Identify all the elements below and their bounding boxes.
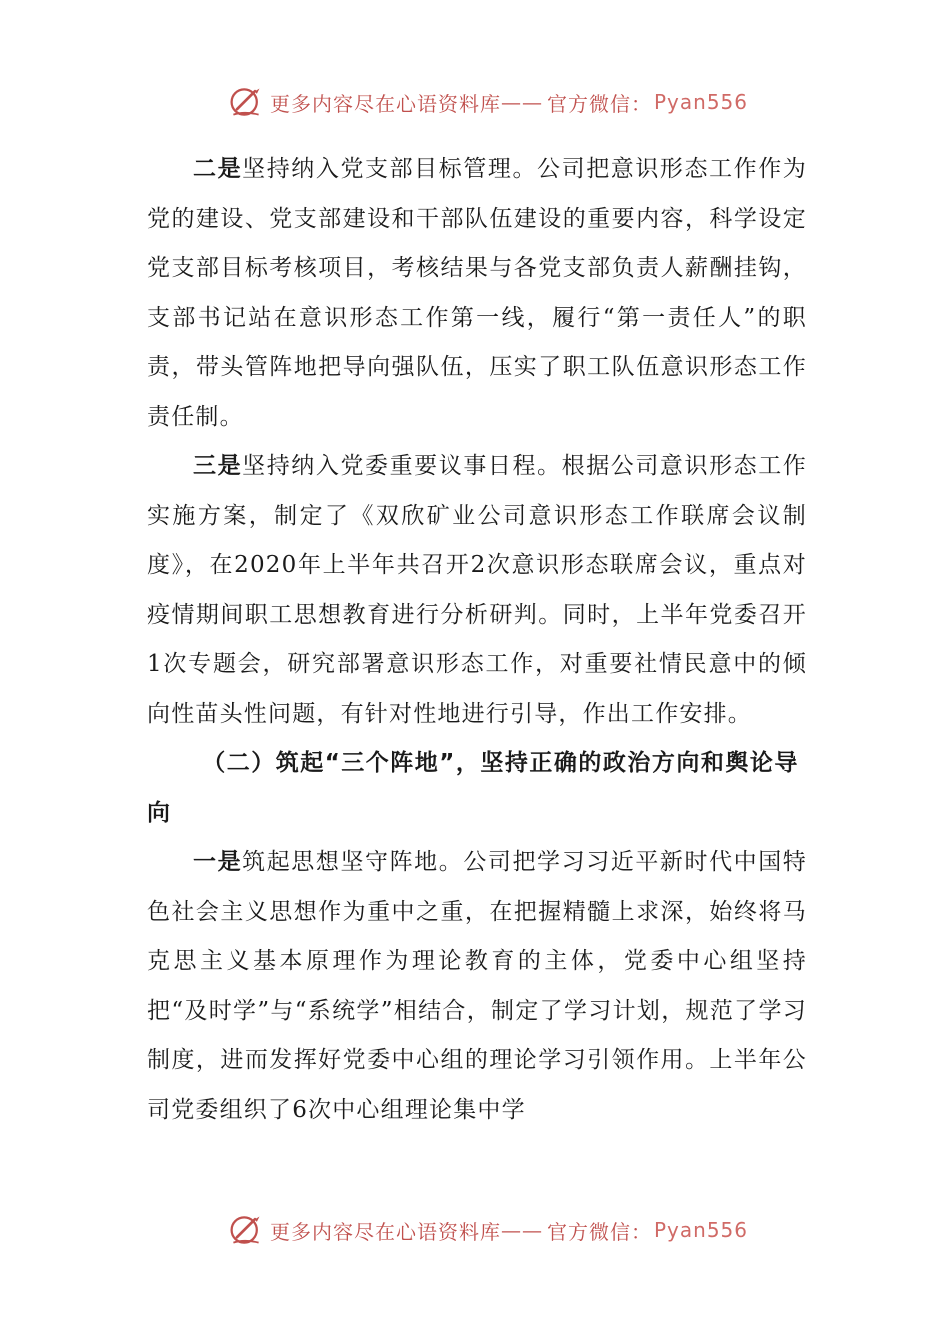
paragraph-text: 坚持纳入党支部目标管理。公司把意识形态工作作为党的建设、党支部建设和干部队伍建设的重要内容，科学设定党支部目标考核项目，考核结果与各党支部负责人薪酬挂钩，支部书记站在意识形态工作第一线，履行“第一责任人”的职责，带头管阵地把导向强队伍，压实了职工队伍意识形态工作责任制。 bbox=[147, 156, 807, 430]
paragraph-1 bbox=[147, 838, 807, 1135]
watermark-wechat-label: 官方微信： bbox=[547, 1219, 652, 1244]
section-heading: （二）筑起“三个阵地”，坚持正确的政治方向和舆论导向 bbox=[147, 750, 799, 826]
paragraph-2 bbox=[147, 145, 807, 442]
paragraph-lead: 一是 bbox=[193, 849, 243, 875]
watermark-dash: —— bbox=[501, 1218, 543, 1242]
watermark-wechat-id: Pyan556 bbox=[654, 1218, 749, 1242]
watermark-text: 更多内容尽在心语资料库 bbox=[270, 91, 501, 116]
paragraph-3 bbox=[147, 442, 807, 739]
paragraph-lead: 三是 bbox=[193, 453, 243, 479]
pen-logo-icon bbox=[228, 1212, 264, 1248]
pen-logo-icon bbox=[228, 84, 264, 120]
watermark-dash: —— bbox=[501, 90, 543, 114]
paragraph-text: 坚持纳入党委重要议事日程。根据公司意识形态工作实施方案，制定了《双欣矿业公司意识形态工作联席会议制度》，在2020年上半年共召开2次意识形态联席会议，重点对疫情期间职工思想教育进行分析研判。同时，上半年党委召开1次专题会，研究部署意识形态工作，对重要社情民意中的倾向性苗头性问题，有针对性地进行引导，作出工作安排。 bbox=[147, 453, 807, 727]
watermark-text: 更多内容尽在心语资料库 bbox=[270, 1219, 501, 1244]
watermark-wechat-label: 官方微信： bbox=[547, 91, 652, 116]
document-body bbox=[147, 145, 807, 1135]
watermark-banner-top bbox=[228, 82, 748, 122]
paragraph-text: 筑起思想坚守阵地。公司把学习习近平新时代中国特色社会主义思想作为重中之重，在把握精髓上求深，始终将马克思主义基本原理作为理论教育的主体，党委中心组坚持把“及时学”与“系统学”相结合，制定了学习计划，规范了学习制度，进而发挥好党委中心组的理论学习引领作用。上半年公司党委组织了6次中心组理论集中学 bbox=[147, 849, 807, 1123]
watermark-wechat-id: Pyan556 bbox=[654, 90, 749, 114]
paragraph-lead: 二是 bbox=[193, 156, 243, 182]
watermark-banner-bottom bbox=[228, 1210, 748, 1250]
